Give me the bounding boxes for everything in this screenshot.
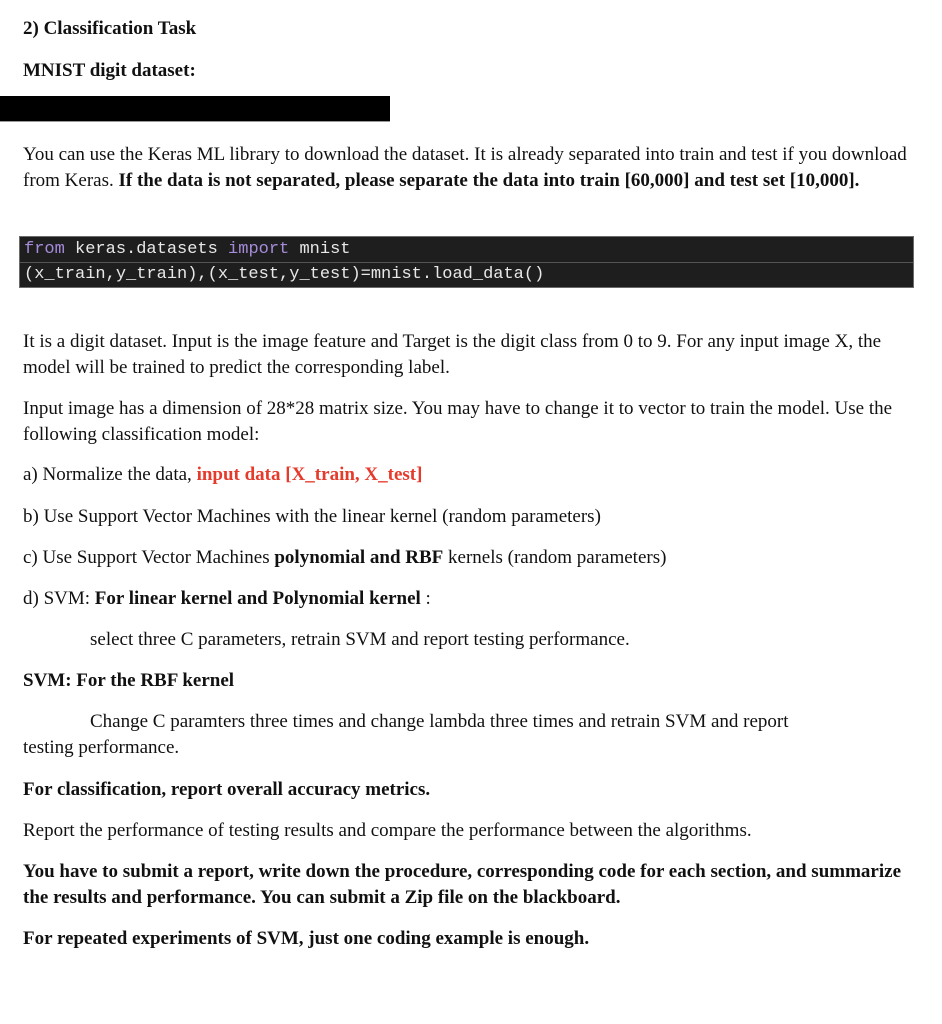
code-module: keras.datasets	[64, 240, 229, 259]
code-line-2: (x_train,y_train),(x_test,y_test)=mnist.load_data()	[24, 265, 545, 284]
intro-bold-text: If the data is not separated, please separate the data into train [60,000] and test set [10,000].	[118, 170, 860, 191]
compare-note: Report the performance of testing results and compare the performance between the algorithms.	[23, 820, 752, 841]
repeat-note: For repeated experiments of SVM, just one coding example is enough.	[23, 928, 590, 949]
item-a-highlight: input data [X_train, X_test]	[196, 464, 423, 485]
item-c	[23, 545, 923, 571]
item-d-detail: select three C parameters, retrain SVM and report testing performance.	[90, 629, 630, 650]
code-keyword-import: import	[228, 240, 290, 259]
code-keyword-from: from	[24, 240, 65, 259]
item-c-post: kernels (random parameters)	[443, 547, 667, 568]
rbf-detail-line-1: Change C paramters three times and change lambda three times and retrain SVM and report	[90, 711, 789, 732]
intro-paragraph	[23, 142, 923, 194]
item-c-pre: c) Use Support Vector Machines	[23, 547, 275, 568]
submit-note: You have to submit a report, write down the procedure, corresponding code for each section, and summarize the results and performance. You can submit a Zip file on the blackboard.	[23, 861, 901, 908]
code-block	[19, 236, 914, 288]
input-description: Input image has a dimension of 28*28 matrix size. You may have to change it to vector to train the model. Use the following classification model:	[23, 398, 893, 445]
code-import-name: mnist	[289, 240, 351, 259]
rbf-detail-line-2: testing performance.	[23, 737, 180, 758]
item-d-pre: d) SVM:	[23, 588, 95, 609]
item-d	[23, 586, 923, 612]
section-heading: 2) Classification Task	[23, 18, 197, 39]
redacted-block	[0, 96, 390, 122]
item-c-bold: polynomial and RBF	[274, 547, 444, 568]
redaction-underline	[0, 121, 390, 122]
item-b: b) Use Support Vector Machines with the linear kernel (random parameters)	[23, 506, 601, 527]
intro-text: You can use the Keras ML library to download the dataset. It is already separated into train and test if you download from Keras.	[23, 144, 907, 191]
rbf-heading: SVM: For the RBF kernel	[23, 670, 235, 691]
code-line-1	[24, 238, 350, 262]
dataset-description: It is a digit dataset. Input is the image feature and Target is the digit class from 0 to 9. For any input image X, the model will be trained to predict the corresponding label.	[23, 331, 882, 378]
item-d-bold: For linear kernel and Polynomial kernel	[94, 588, 421, 609]
item-d-post: :	[420, 588, 431, 609]
item-a	[23, 462, 923, 488]
dataset-heading: MNIST digit dataset:	[23, 60, 196, 81]
accuracy-note: For classification, report overall accuracy metrics.	[23, 779, 431, 800]
item-a-text: a) Normalize the data,	[23, 464, 197, 485]
